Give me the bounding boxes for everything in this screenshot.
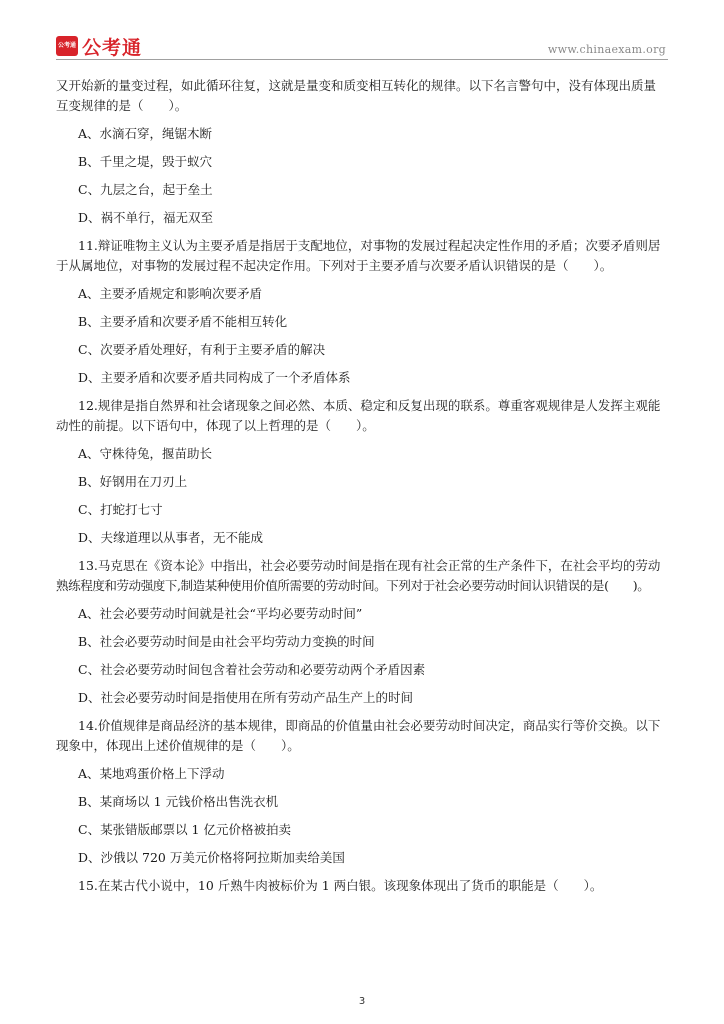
option-a: A、水滴石穿，绳锯木断 [78,126,213,141]
question-12-line: 动性的前提。以下语句中，体现了以上哲理的是（ ）。 [56,418,375,433]
question-13-line: 熟练程度和劳动强度下,制造某种使用价值所需要的劳动时间。下列对于社会必要劳动时间认识错误的是( )。 [56,578,650,593]
option-a: A、某地鸡蛋价格上下浮动 [78,766,225,781]
option-b: B、好钢用在刀刃上 [78,474,188,489]
option-b: B、主要矛盾和次要矛盾不能相互转化 [78,314,288,329]
option-b: B、某商场以 1 元钱价格出售洗衣机 [78,794,279,809]
document-body [56,76,668,896]
option-a: A、守株待兔，揠苗助长 [78,446,213,461]
question-14-line: 现象中，体现出上述价值规律的是（ ）。 [56,738,300,753]
question-12-line: 12.规律是指自然界和社会诸现象之间必然、本质、稳定和反复出现的联系。尊重客观规律是人发挥主观能 [78,398,661,413]
paragraph-line: 互变规律的是（ ）。 [56,98,188,113]
paragraph-line: 又开始新的量变过程，如此循环往复，这就是量变和质变相互转化的规律。以下名言警句中，没有体现出质量 [56,78,657,93]
logo-icon: 公考通 [56,36,78,56]
option-c: C、某张错版邮票以 1 亿元价格被拍卖 [78,822,291,837]
option-a: A、社会必要劳动时间就是社会“平均必要劳动时间” [78,606,363,621]
question-11-line: 11.辩证唯物主义认为主要矛盾是指居于支配地位，对事物的发展过程起决定性作用的矛盾；次要矛盾则居 [78,238,661,253]
option-c: C、九层之台，起于垒土 [78,182,213,197]
question-11-line: 于从属地位，对事物的发展过程不起决定作用。下列对于主要矛盾与次要矛盾认识错误的是（ ）。 [56,258,613,273]
option-d: D、夫缘道理以从事者，无不能成 [78,530,264,545]
option-d: D、沙俄以 720 万美元价格将阿拉斯加卖给美国 [78,850,345,865]
page-header [56,32,668,60]
question-15-line: 15.在某古代小说中，10 斤熟牛肉被标价为 1 两白银。该现象体现出了货币的职能是（ ）。 [78,878,603,893]
option-c: C、次要矛盾处理好，有利于主要矛盾的解决 [78,342,326,357]
option-d: D、社会必要劳动时间是指使用在所有劳动产品生产上的时间 [78,690,414,705]
option-b: B、社会必要劳动时间是由社会平均劳动力变换的时间 [78,634,375,649]
option-d: D、祸不单行，福无双至 [78,210,214,225]
question-14-line: 14.价值规律是商品经济的基本规律，即商品的价值量由社会必要劳动时间决定，商品实行等价交换。以下 [78,718,661,733]
option-b: B、千里之堤，毁于蚁穴 [78,154,213,169]
site-url: www.chinaexam.org [547,43,666,56]
option-c: C、社会必要劳动时间包含着社会劳动和必要劳动两个矛盾因素 [78,662,426,677]
option-a: A、主要矛盾规定和影响次要矛盾 [78,286,263,301]
question-13-line: 13.马克思在《资本论》中指出，社会必要劳动时间是指在现有社会正常的生产条件下，在社会平均的劳动 [78,558,661,573]
logo-text: 公考通 [82,37,143,59]
page-number: 3 [358,996,366,1007]
option-d: D、主要矛盾和次要矛盾共同构成了一个矛盾体系 [78,370,351,385]
option-c: C、打蛇打七寸 [78,502,163,517]
header-divider [56,59,668,60]
